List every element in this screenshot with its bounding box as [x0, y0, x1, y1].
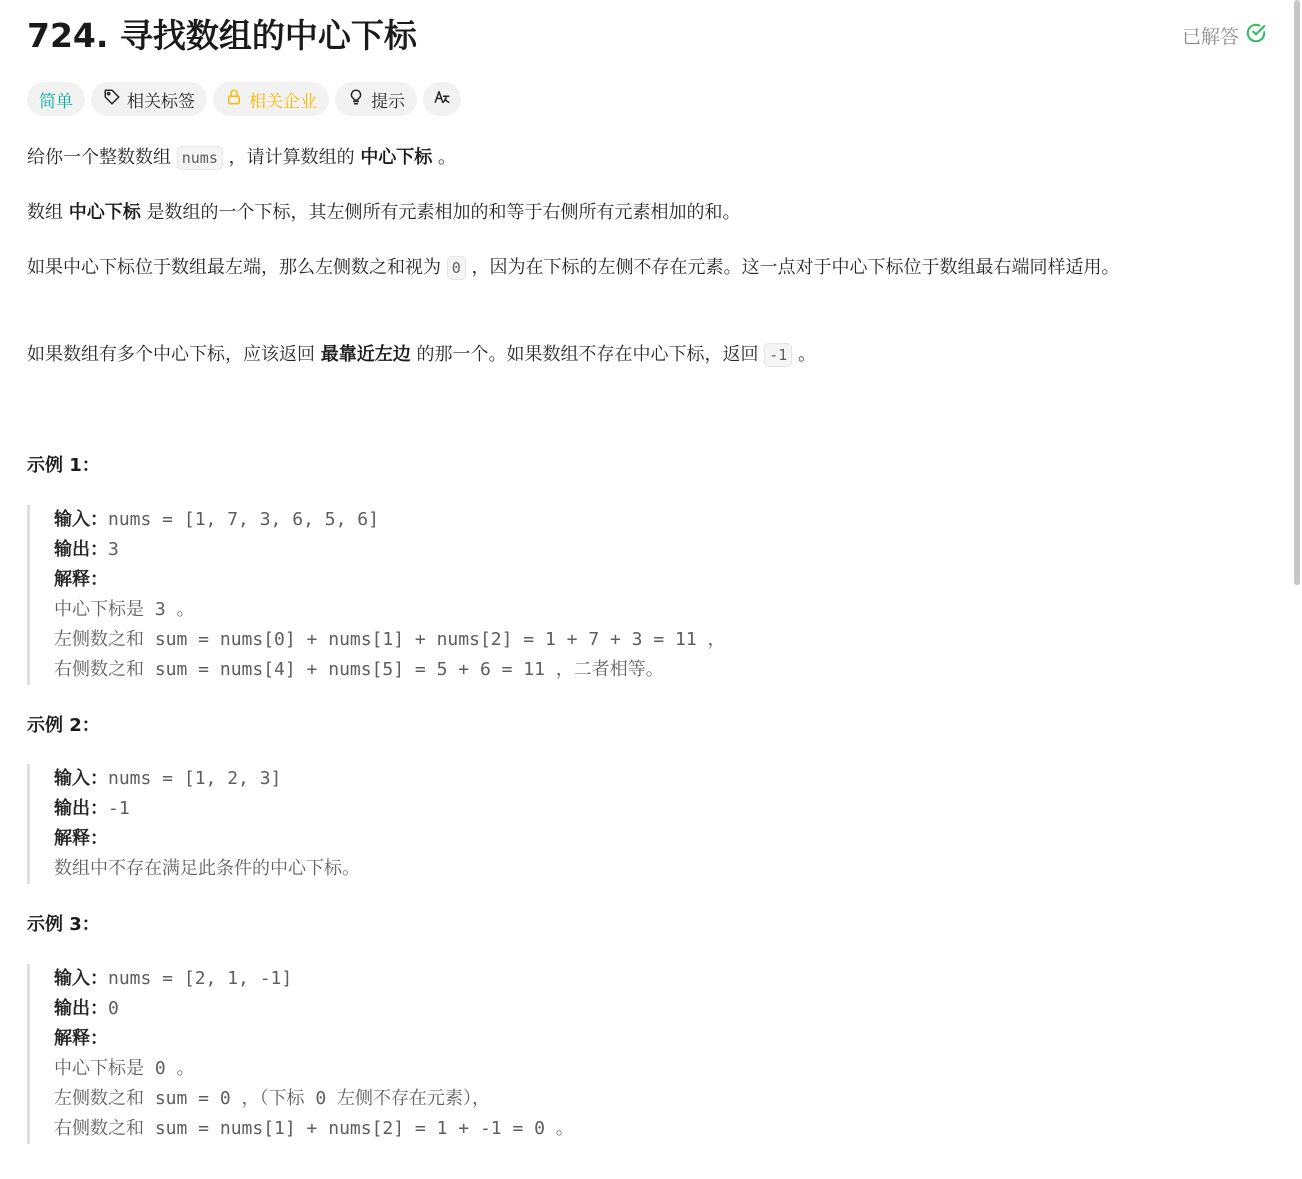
lightbulb-icon — [347, 88, 365, 111]
explanation-line: 左侧数之和 sum = 0 ，（下标 0 左侧不存在元素）， — [54, 1088, 491, 1109]
related-topics-tag[interactable] — [91, 82, 207, 116]
output-label: 输出： — [54, 998, 108, 1019]
solved-label: 已解答 — [1181, 25, 1239, 48]
desc-text: 数组 — [27, 202, 69, 223]
desc-paragraph-3 — [27, 252, 1267, 284]
example-input-row — [54, 764, 1254, 794]
explanation-line: 中心下标是 0 。 — [54, 1058, 195, 1079]
example-input-row — [54, 964, 1254, 994]
desc-text: ，请计算数组的 — [222, 147, 361, 168]
explanation-label: 解释： — [54, 569, 108, 590]
check-circle-icon — [1245, 22, 1267, 51]
explanation-line: 中心下标是 3 。 — [54, 599, 195, 620]
explanation-label: 解释： — [54, 828, 108, 849]
desc-text: 是数组的一个下标，其左侧所有元素相加的和等于右侧所有元素相加的和。 — [140, 202, 741, 223]
related-topics-label: 相关标签 — [127, 91, 195, 112]
example-input-value: nums = [1, 7, 3, 6, 5, 6] — [108, 509, 379, 530]
desc-text: 。 — [432, 147, 457, 168]
example-output-value: -1 — [108, 798, 130, 819]
example-explanation-row — [54, 1024, 1254, 1054]
difficulty-tag[interactable] — [27, 82, 85, 116]
explanation-label: 解释： — [54, 1028, 108, 1049]
desc-text: 如果中心下标位于数组最左端，那么左侧数之和视为 — [27, 257, 447, 278]
hint-label: 提示 — [371, 91, 405, 112]
desc-text: ，因为在下标的左侧不存在元素。这一点对于中心下标位于数组最右端同样适用。 — [465, 257, 1120, 278]
example-2-block — [27, 764, 1254, 884]
input-label: 输入： — [54, 968, 108, 989]
inline-code-zero: 0 — [447, 256, 466, 280]
bold-term: 最靠近左边 — [320, 344, 411, 365]
desc-text: 如果数组有多个中心下标，应该返回 — [27, 344, 321, 365]
explanation-line: 右侧数之和 sum = nums[1] + nums[2] = 1 + -1 = 0 。 — [54, 1118, 574, 1139]
desc-text: 给你一个整数数组 — [27, 147, 177, 168]
problem-header — [27, 12, 1267, 60]
problem-title[interactable]: 724. 寻找数组的中心下标 — [27, 16, 417, 55]
example-explanation-row — [54, 824, 1254, 854]
example-input-value: nums = [2, 1, -1] — [108, 968, 293, 989]
desc-text: 的那一个。如果数组不存在中心下标，返回 — [410, 344, 765, 365]
desc-paragraph-1 — [27, 142, 1267, 174]
tag-icon — [103, 88, 121, 111]
related-companies-label: 相关企业 — [249, 91, 317, 112]
example-3-block — [27, 964, 1254, 1144]
example-output-row — [54, 535, 1254, 565]
input-label: 输入： — [54, 768, 108, 789]
example-1-title: 示例 1： — [27, 455, 100, 476]
bold-term: 中心下标 — [360, 147, 433, 168]
example-output-value: 3 — [108, 539, 119, 560]
desc-text: 。 — [792, 344, 816, 365]
example-3-title: 示例 3： — [27, 914, 100, 935]
bold-term: 中心下标 — [68, 202, 141, 223]
inline-code-minus-one: -1 — [764, 343, 792, 367]
related-companies-tag[interactable] — [213, 82, 329, 116]
example-output-row — [54, 994, 1254, 1024]
example-1-block — [27, 505, 1254, 685]
lock-icon — [225, 88, 243, 111]
example-input-row — [54, 505, 1254, 535]
problem-tags — [27, 82, 461, 116]
inline-code-nums: nums — [177, 146, 223, 170]
example-explanation-row — [54, 565, 1254, 595]
desc-paragraph-4 — [27, 339, 1267, 371]
explanation-line: 数组中不存在满足此条件的中心下标。 — [54, 858, 360, 879]
hint-tag[interactable] — [335, 82, 417, 116]
desc-paragraph-2 — [27, 197, 1267, 229]
difficulty-label: 简单 — [39, 91, 73, 112]
translate-button[interactable] — [423, 82, 461, 116]
example-input-value: nums = [1, 2, 3] — [108, 768, 282, 789]
example-output-row — [54, 794, 1254, 824]
solved-status — [1182, 22, 1267, 51]
output-label: 输出： — [54, 539, 108, 560]
vertical-scrollbar[interactable] — [1294, 0, 1300, 585]
example-2-title: 示例 2： — [27, 715, 100, 736]
input-label: 输入： — [54, 509, 108, 530]
translate-icon — [433, 88, 451, 111]
example-output-value: 0 — [108, 998, 119, 1019]
explanation-line: 左侧数之和 sum = nums[0] + nums[1] + nums[2] = 1 + 7 + 3 = 11 ， — [54, 629, 726, 650]
explanation-line: 右侧数之和 sum = nums[4] + nums[5] = 5 + 6 = 11 ，二者相等。 — [54, 659, 664, 680]
output-label: 输出： — [54, 798, 108, 819]
